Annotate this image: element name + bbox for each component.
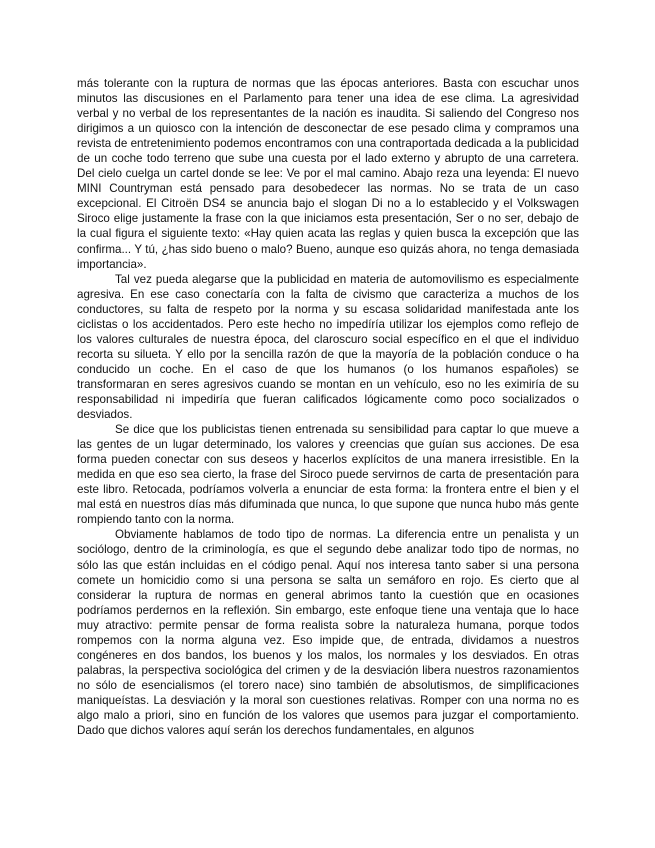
body-paragraph: más tolerante con la ruptura de normas que las épocas anteriores. Basta con escuchar unos minutos las discusiones en el Parlamento para tener una idea de ese clima. La agresividad verbal y no verbal de los representantes de la nación es inaudita. Si saliendo del Congreso nos dirigimos a un quiosco con la intención de desconectar de ese pesado clima y compramos una revista de entretenimiento podemos encontramos con una contraportada dedicada a la publicidad de un coche todo terreno que sube una cuesta por el lado externo y abrupto de una carretera. Del cielo cuelga un cartel donde se lee: Ve por el mal camino. Abajo reza una leyenda: El nuevo MINI Countryman está pensado para desobedecer las normas. No se trata de un caso excepcional. El Citroën DS4 se anuncia bajo el slogan Di no a lo establecido y el Volkswagen Siroco elige justamente la frase con la que iniciamos esta presentación, Ser o no ser, debajo de la cual figura el siguiente texto: «Hay quien acata las reglas y quien busca la excepción que las confirma... Y tú, ¿has sido bueno o malo? Bueno, aunque eso quizás ahora, no tenga demasiada importancia». [77, 77, 579, 271]
document-page [77, 76, 579, 738]
body-paragraph: Obviamente hablamos de todo tipo de normas. La diferencia entre un penalista y un sociólogo, dentro de la criminología, es que el segundo debe analizar todo tipo de normas, no sólo las que están incluidas en el código penal. Aquí nos interesa tanto saber si una persona comete un homicidio como si una persona se salta un semáforo en rojo. Es cierto que al considerar la ruptura de normas en general abrimos tanto la cuestión que en ocasiones podríamos perdernos en la reflexión. Sin embargo, este enfoque tiene una ventaja que lo hace muy atractivo: permite pensar de forma realista sobre la naturaleza humana, porque todos rompemos con la norma alguna vez. Eso impide que, de entrada, dividamos a nuestros congéneres en dos bandos, los buenos y los malos, los normales y los desviados. En otras palabras, la perspectiva sociológica del crimen y de la desviación libera nuestros razonamientos no sólo de esencialismos (el torero nace) sino también de absolutismos, de simplificaciones maniqueístas. La desviación y la moral son cuestiones relativas. Romper con una norma no es algo malo a priori, sino en función de los valores que usemos para juzgar el comportamiento. Dado que dichos valores aquí serán los derechos fundamentales, en algunos [77, 528, 579, 738]
body-paragraph: Se dice que los publicistas tienen entrenada su sensibilidad para captar lo que mueve a las gentes de un lugar determinado, los valores y creencias que guían sus acciones. De esa forma pueden conectar con sus deseos y hacerlos explícitos de una manera irresistible. En la medida en que eso sea cierto, la frase del Siroco puede servirnos de carta de presentación para este libro. Retocada, podríamos volverla a enunciar de esta forma: la frontera entre el bien y el mal está en nuestros días más difuminada que nunca, lo que supone que nunca hubo más gente rompiendo tanto con la norma. [77, 423, 579, 527]
body-paragraph: Tal vez pueda alegarse que la publicidad en materia de automovilismo es especialmente agresiva. En ese caso conectaría con la falta de civismo que caracteriza a muchos de los conductores, su falta de respeto por la norma y su escasa solidaridad manifestada ante los ciclistas o los accidentados. Pero este hecho no impedíría utilizar los ejemplos como reflejo de los valores culturales de nuestra época, del claroscuro social específico en el que el individuo recorta su silueta. Y ello por la sencilla razón de que la mayoría de la población conduce o ha conducido un coche. En el caso de que los humanos (o los humanos españoles) se transformaran en seres agresivos cuando se montan en un vehículo, eso no les eximiría de su responsabilidad ni impediría que fueran calificados lógicamente como poco socializados o desviados. [77, 272, 579, 422]
